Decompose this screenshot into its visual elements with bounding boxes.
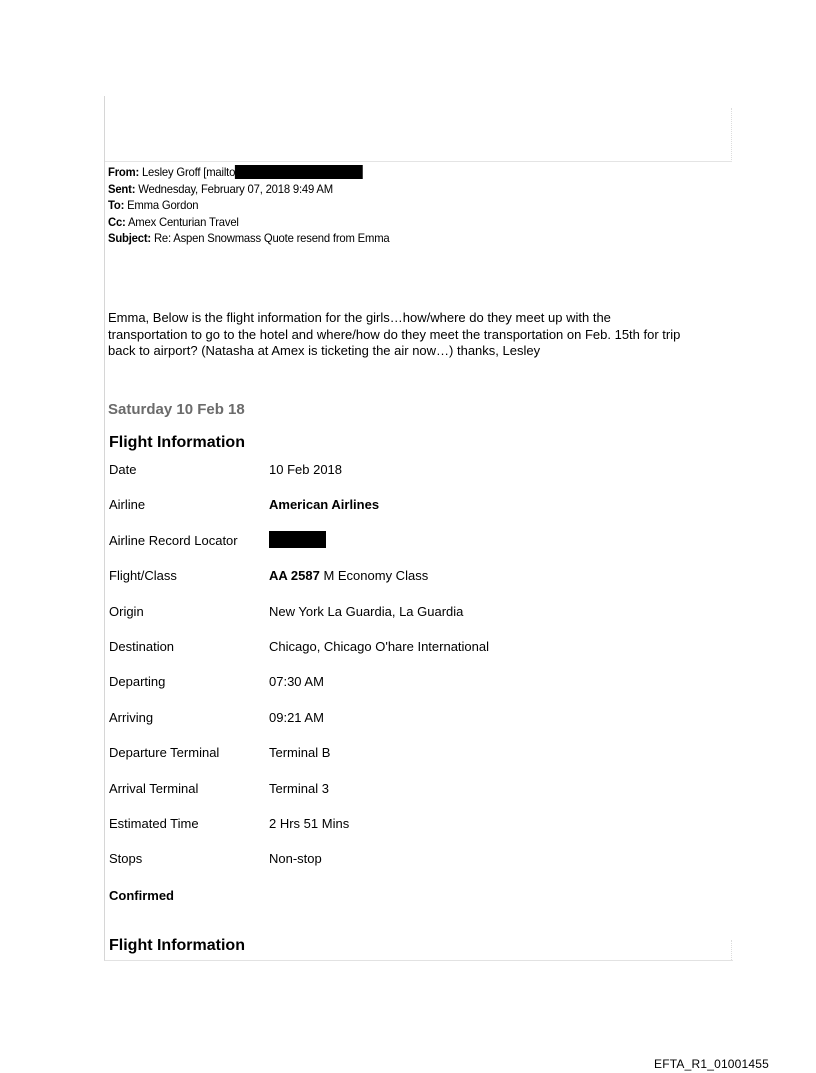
sent-label: Sent: bbox=[108, 181, 136, 196]
flight-number: AA 2587 bbox=[269, 568, 320, 584]
row-label-airline: Airline bbox=[109, 497, 146, 513]
table-row bbox=[109, 568, 709, 603]
row-value-arrival-terminal: Terminal 3 bbox=[269, 780, 329, 796]
flight-class: M Economy Class bbox=[319, 568, 429, 584]
next-flight-information-title: Flight Information bbox=[109, 937, 245, 954]
row-value-flight-class bbox=[269, 568, 428, 583]
row-value-origin: New York La Guardia, La Guardia bbox=[269, 603, 464, 619]
frame-border-bottom-right bbox=[731, 940, 733, 960]
frame-border-top-right bbox=[731, 108, 733, 162]
row-label-departure-terminal: Departure Terminal bbox=[109, 745, 220, 761]
row-value-arriving: 09:21 AM bbox=[269, 709, 324, 725]
table-row bbox=[109, 533, 709, 568]
row-label-destination: Destination bbox=[109, 638, 175, 654]
cc-value: Amex Centurian Travel bbox=[127, 214, 239, 229]
table-row bbox=[109, 816, 709, 851]
row-value-departure-terminal: Terminal B bbox=[269, 745, 331, 761]
email-header bbox=[108, 164, 390, 247]
subject-row bbox=[108, 230, 390, 247]
subject-value: Re: Aspen Snowmass Quote resend from Emma bbox=[153, 231, 390, 245]
redacted-locator-block bbox=[269, 531, 326, 548]
day-heading: Saturday 10 Feb 18 bbox=[108, 401, 245, 418]
row-value-destination: Chicago, Chicago O'hare International bbox=[269, 638, 490, 654]
redacted-email-block bbox=[235, 165, 363, 179]
cc-label: Cc: bbox=[108, 214, 126, 229]
row-label-record-locator: Airline Record Locator bbox=[109, 532, 238, 548]
email-body bbox=[108, 310, 733, 360]
row-value-estimated-time: 2 Hrs 51 Mins bbox=[269, 815, 350, 831]
row-value-departing: 07:30 AM bbox=[269, 674, 324, 690]
from-value: Lesley Groff [mailto bbox=[141, 165, 236, 179]
document-id: EFTA_R1_01001455 bbox=[654, 1057, 770, 1071]
table-row bbox=[109, 462, 709, 497]
table-row bbox=[109, 639, 709, 674]
row-label-stops: Stops bbox=[109, 851, 143, 867]
to-label: To: bbox=[108, 198, 125, 212]
body-line: transportation to go to the hotel and where/how do they meet the transportation on Feb. 15th for trip bbox=[108, 326, 681, 342]
row-value-record-locator bbox=[269, 533, 326, 548]
table-row bbox=[109, 781, 709, 816]
body-line: back to airport? (Natasha at Amex is ticketing the air now…) thanks, Lesley bbox=[108, 343, 541, 358]
flight-information-title: Flight Information bbox=[109, 434, 245, 451]
row-label-departing: Departing bbox=[109, 674, 166, 690]
row-label-origin: Origin bbox=[109, 603, 144, 619]
table-row bbox=[109, 710, 709, 745]
from-row bbox=[108, 164, 390, 181]
table-row bbox=[109, 674, 709, 709]
row-value-stops: Non-stop bbox=[269, 851, 322, 867]
row-label-arriving: Arriving bbox=[109, 709, 154, 725]
table-row bbox=[109, 851, 709, 886]
row-label-date: Date bbox=[109, 462, 137, 477]
cc-row bbox=[108, 214, 390, 231]
to-row bbox=[108, 197, 390, 214]
header-divider bbox=[105, 161, 732, 162]
booking-status: Confirmed bbox=[109, 888, 174, 903]
row-label-arrival-terminal: Arrival Terminal bbox=[109, 780, 199, 796]
subject-label: Subject: bbox=[108, 231, 152, 245]
row-label-flight-class: Flight/Class bbox=[109, 568, 177, 584]
sent-row bbox=[108, 181, 390, 198]
airline-name: American Airlines bbox=[269, 497, 380, 513]
from-label: From: bbox=[108, 165, 140, 179]
table-row bbox=[109, 745, 709, 780]
table-row bbox=[109, 497, 709, 532]
row-value-date: 10 Feb 2018 bbox=[269, 462, 343, 477]
body-line: Emma, Below is the flight information for the girls…how/where do they meet up with the bbox=[108, 310, 611, 325]
flight-details-table bbox=[109, 462, 709, 887]
row-value-airline bbox=[269, 497, 379, 512]
row-label-estimated-time: Estimated Time bbox=[109, 815, 199, 831]
to-value: Emma Gordon bbox=[127, 198, 199, 212]
table-row bbox=[109, 604, 709, 639]
sent-value: Wednesday, February 07, 2018 9:49 AM bbox=[138, 181, 333, 196]
